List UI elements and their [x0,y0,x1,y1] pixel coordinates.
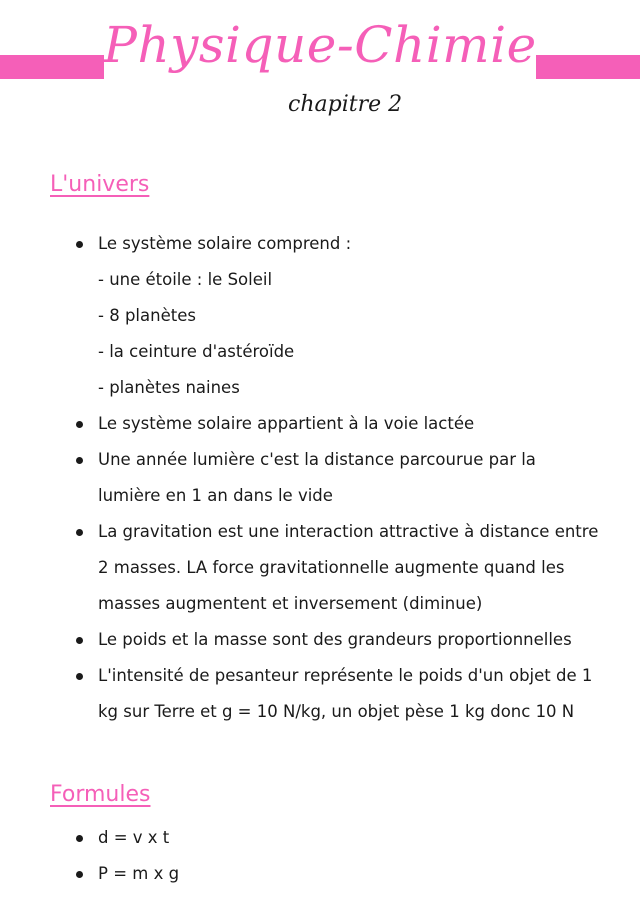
list-item [0,406,640,442]
bullet-icon [76,871,83,878]
bullet-icon [76,421,83,428]
formula-text: d = v x t [98,828,170,847]
list-item [0,658,640,730]
list-item [0,622,640,658]
section-heading-univers: L'univers [50,172,150,197]
section-heading-formules: Formules [50,782,151,807]
bullet-icon [76,637,83,644]
list-item-text: La gravitation est une interaction attractive à distance entre 2 masses. LA force gravitationnelle augmente quand les masses augmentent et inversement (diminue) [98,522,599,613]
bullet-icon [76,673,83,680]
sub-item: - une étoile : le Soleil [98,270,273,289]
sub-item: - planètes naines [98,378,240,397]
sub-item: - 8 planètes [98,306,196,325]
list-item [0,442,640,514]
list-item [0,820,640,856]
univers-list [0,226,640,730]
sub-item: - la ceinture d'astéroïde [98,342,295,361]
formules-list [0,820,640,892]
list-item [0,514,640,622]
bullet-icon [76,241,83,248]
chapter-subtitle: chapitre 2 [288,92,403,117]
bullet-icon [76,835,83,842]
list-item-text: Le poids et la masse sont des grandeurs proportionnelles [98,630,572,649]
list-item-text: Une année lumière c'est la distance parcourue par la lumière en 1 an dans le vide [98,450,536,505]
list-item [0,226,640,406]
list-item-text: Le système solaire appartient à la voie lactée [98,414,475,433]
page-title: Physique-Chimie [103,16,537,74]
bullet-icon [76,457,83,464]
bullet-icon [76,529,83,536]
list-item-text: Le système solaire comprend : [98,234,352,253]
list-item-text: L'intensité de pesanteur représente le poids d'un objet de 1 kg sur Terre et g = 10 N/kg, un objet pèse 1 kg donc 10 N [98,666,593,721]
formula-text: P = m x g [98,864,180,883]
list-item [0,856,640,892]
